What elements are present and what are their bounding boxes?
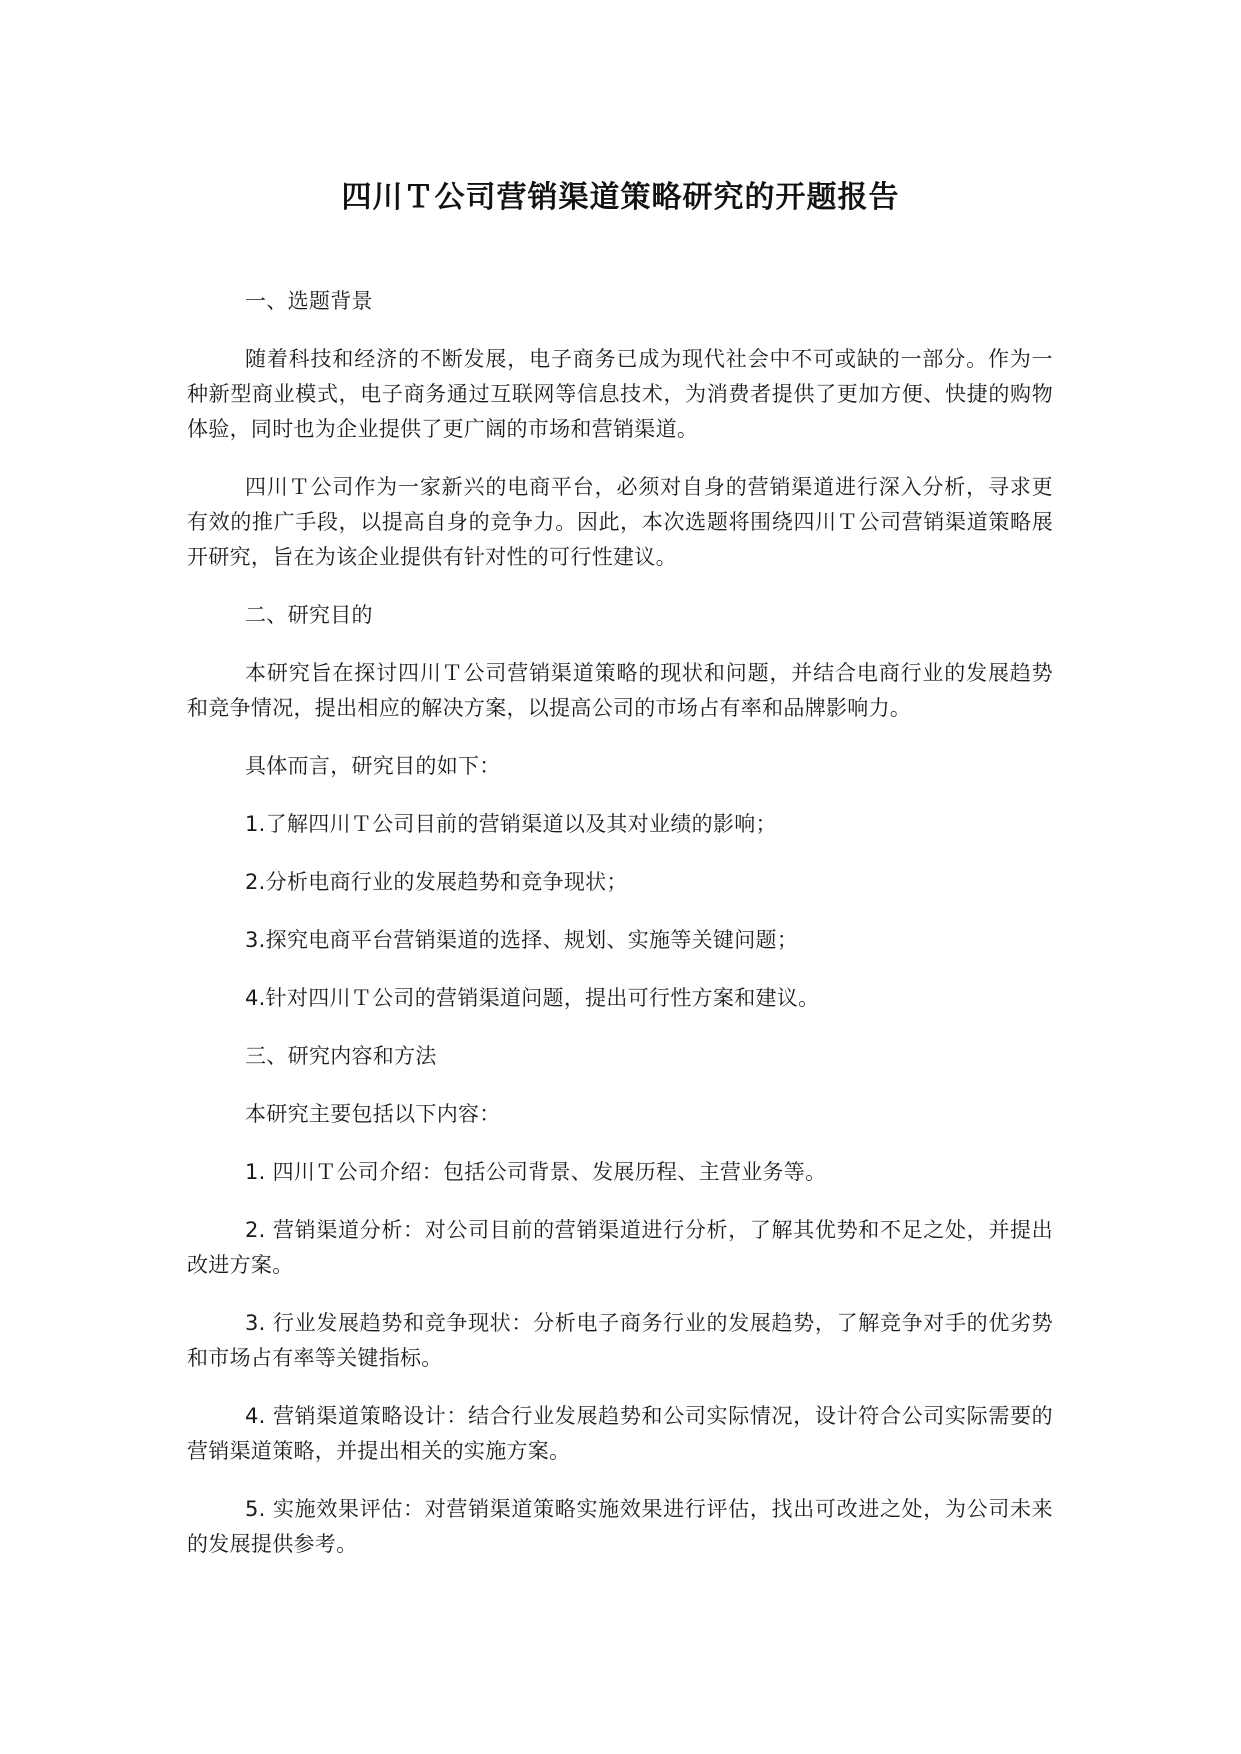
paragraph-purpose-intro: 具体而言，研究目的如下： (245, 754, 501, 778)
section-heading-purpose: 二、研究目的 (245, 603, 373, 627)
section-heading-background: 一、选题背景 (245, 289, 373, 313)
purpose-item-3: 3.探究电商平台营销渠道的选择、规划、实施等关键问题； (245, 928, 799, 952)
document-title: 四川Ｔ公司营销渠道策略研究的开题报告 (341, 180, 900, 215)
paragraph-content-intro: 本研究主要包括以下内容： (245, 1102, 501, 1126)
content-item-3: 3. 行业发展趋势和竞争现状：分析电子商务行业的发展趋势，了解竞争对手的优劣势和市场占有率等关键指标。 (187, 1311, 1053, 1370)
paragraph-background-1: 随着科技和经济的不断发展，电子商务已成为现代社会中不可或缺的一部分。作为一种新型商业模式，电子商务通过互联网等信息技术，为消费者提供了更加方便、快捷的购物体验，同时也为企业提供了更广阔的市场和营销渠道。 (187, 347, 1053, 441)
document-body (187, 284, 1053, 1585)
paragraph-background-2: 四川Ｔ公司作为一家新兴的电商平台，必须对自身的营销渠道进行深入分析，寻求更有效的推广手段，以提高自身的竞争力。因此，本次选题将围绕四川Ｔ公司营销渠道策略展开研究，旨在为该企业提供有针对性的可行性建议。 (187, 475, 1053, 569)
purpose-item-4: 4.针对四川Ｔ公司的营销渠道问题，提出可行性方案和建议。 (245, 986, 820, 1010)
purpose-item-1: 1.了解四川Ｔ公司目前的营销渠道以及其对业绩的影响； (245, 812, 777, 836)
content-item-2: 2. 营销渠道分析：对公司目前的营销渠道进行分析，了解其优势和不足之处，并提出改进方案。 (187, 1218, 1053, 1277)
paragraph-purpose: 本研究旨在探讨四川Ｔ公司营销渠道策略的现状和问题，并结合电商行业的发展趋势和竞争情况，提出相应的解决方案，以提高公司的市场占有率和品牌影响力。 (187, 661, 1053, 720)
purpose-item-2: 2.分析电商行业的发展趋势和竞争现状； (245, 870, 628, 894)
content-item-5: 5. 实施效果评估：对营销渠道策略实施效果进行评估，找出可改进之处，为公司未来的发展提供参考。 (187, 1497, 1053, 1556)
content-item-1: 1. 四川Ｔ公司介绍：包括公司背景、发展历程、主营业务等。 (245, 1160, 827, 1184)
section-heading-content-methods: 三、研究内容和方法 (245, 1044, 437, 1068)
content-item-4: 4. 营销渠道策略设计：结合行业发展趋势和公司实际情况，设计符合公司实际需要的营销渠道策略，并提出相关的实施方案。 (187, 1404, 1053, 1463)
